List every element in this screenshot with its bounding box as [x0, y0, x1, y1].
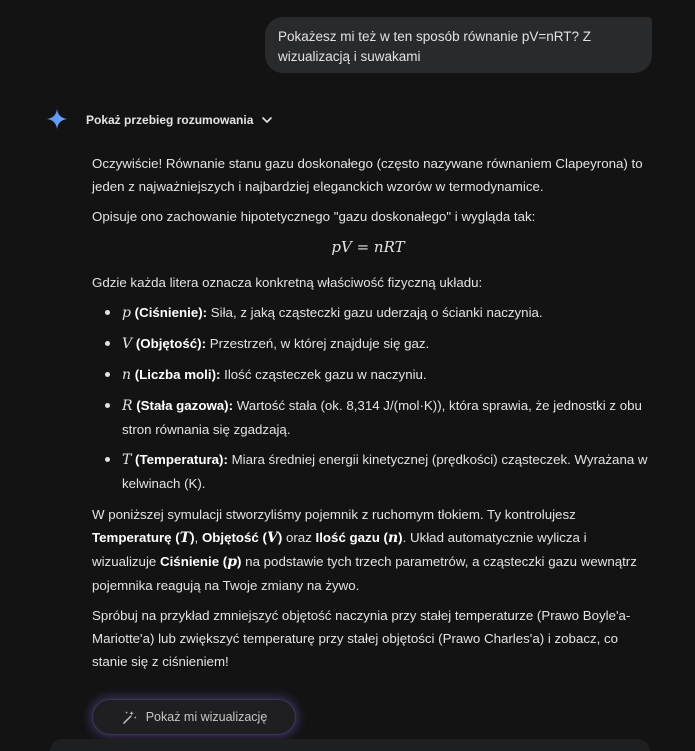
- definition-item-volume: [92, 332, 652, 356]
- sim-text: ,: [194, 530, 202, 545]
- sim-label-text: ): [237, 554, 242, 569]
- definitions-list: [92, 301, 652, 495]
- volume-label: [202, 530, 282, 545]
- response-outro: Spróbuj na przykład zmniejszyć objętość naczynia przy stałej temperaturze (Prawo Boyle'a-Mariotte'a) lub zwiększyć temperaturę przy stałej objętości (Prawo Charles'a) i zobacz, co stanie się z ciśnieniem!: [92, 608, 631, 669]
- definitions-intro: Gdzie każda litera oznacza konkretną właściwość fizyczną układu:: [92, 275, 483, 290]
- definition-name: (Stała gazowa):: [136, 398, 234, 413]
- gas-amount-label: [316, 530, 403, 545]
- definition-desc: Miara średniej energii kinetycznej (prędkości) cząsteczek. Wyrażana w kelwinach (K).: [122, 452, 648, 491]
- definition-item-temperature: [92, 448, 652, 495]
- show-reasoning-toggle[interactable]: [86, 111, 273, 129]
- input-panel-edge: [50, 739, 650, 751]
- simulation-description: [92, 503, 652, 597]
- definition-desc: Siła, z jaką cząsteczki gazu uderzają o ścianki naczynia.: [207, 305, 543, 320]
- assistant-response: [92, 152, 652, 680]
- definition-item-moles: [92, 363, 652, 387]
- pressure-label: [160, 554, 241, 569]
- definition-desc: Ilość cząsteczek gazu w naczyniu.: [220, 367, 427, 382]
- definition-name: (Temperatura):: [135, 452, 228, 467]
- user-message-bubble: [265, 17, 652, 73]
- symbol-p: p: [122, 305, 131, 321]
- user-message-text: Pokażesz mi też w ten sposób równanie pV=nRT? Z wizualizacją i suwakami: [278, 29, 592, 64]
- symbol-v-inline: V: [266, 530, 278, 546]
- sim-label-text: ): [277, 530, 283, 545]
- sim-label-text: ): [398, 530, 403, 545]
- symbol-r: R: [122, 398, 133, 414]
- symbol-n: n: [122, 367, 132, 383]
- response-intro-2: Opisuje ono zachowanie hipotetycznego "gazu doskonałego" i wygląda tak:: [92, 209, 536, 224]
- ideal-gas-equation: pV = nRT: [331, 238, 405, 256]
- chevron-down-icon: [261, 114, 273, 126]
- temperature-label: [92, 530, 195, 545]
- definition-name: (Ciśnienie):: [134, 305, 208, 320]
- sim-label-text: ): [190, 530, 195, 545]
- response-intro-1: Oczywiście! Równanie stanu gazu doskonałego (często nazywane równaniem Clapeyrona) to jeden z najważniejszych i najbardziej eleganckich wzorów w termodynamice.: [92, 156, 643, 194]
- magic-wand-icon: [121, 709, 138, 726]
- definition-item-gas-constant: [92, 394, 652, 441]
- sim-label-text: Temperaturę (: [92, 530, 180, 545]
- definition-name: (Objętość):: [135, 336, 207, 351]
- show-reasoning-label: Pokaż przebieg rozumowania: [86, 113, 254, 127]
- show-visualization-button[interactable]: [92, 699, 296, 735]
- definition-desc: Wartość stała (ok. 8,314 J/(mol·K)), która sprawia, że jednostki z obu stron równania się zgadzają.: [122, 398, 642, 437]
- definition-name: (Liczba moli):: [134, 367, 221, 382]
- show-visualization-label: Pokaż mi wizualizację: [145, 710, 268, 724]
- definition-item-pressure: [92, 301, 652, 325]
- sim-text: . Układ automatycznie wylicza i wizualizuje: [92, 530, 587, 569]
- symbol-t: T: [122, 452, 132, 468]
- sim-label-text: Objętość (: [201, 530, 267, 545]
- sim-label-text: Ilość gazu (: [315, 530, 388, 545]
- symbol-v: V: [122, 336, 133, 352]
- sim-label-text: Ciśnienie (: [160, 554, 228, 569]
- sim-text: oraz: [282, 530, 316, 545]
- sim-text: na podstawie tych trzech parametrów, a cząsteczki gazu wewnątrz pojemnika reagują na Twoje zmiany na żywo.: [92, 554, 637, 593]
- symbol-t-inline: T: [179, 530, 191, 546]
- sim-text: W poniższej symulacji stworzyliśmy pojemnik z ruchomym tłokiem. Ty kontrolujesz: [92, 507, 576, 522]
- definition-desc: Przestrzeń, w której znajduje się gaz.: [206, 336, 430, 351]
- symbol-n-inline: n: [387, 530, 399, 546]
- gemini-sparkle-icon: [46, 108, 68, 130]
- symbol-p-inline: p: [227, 554, 238, 570]
